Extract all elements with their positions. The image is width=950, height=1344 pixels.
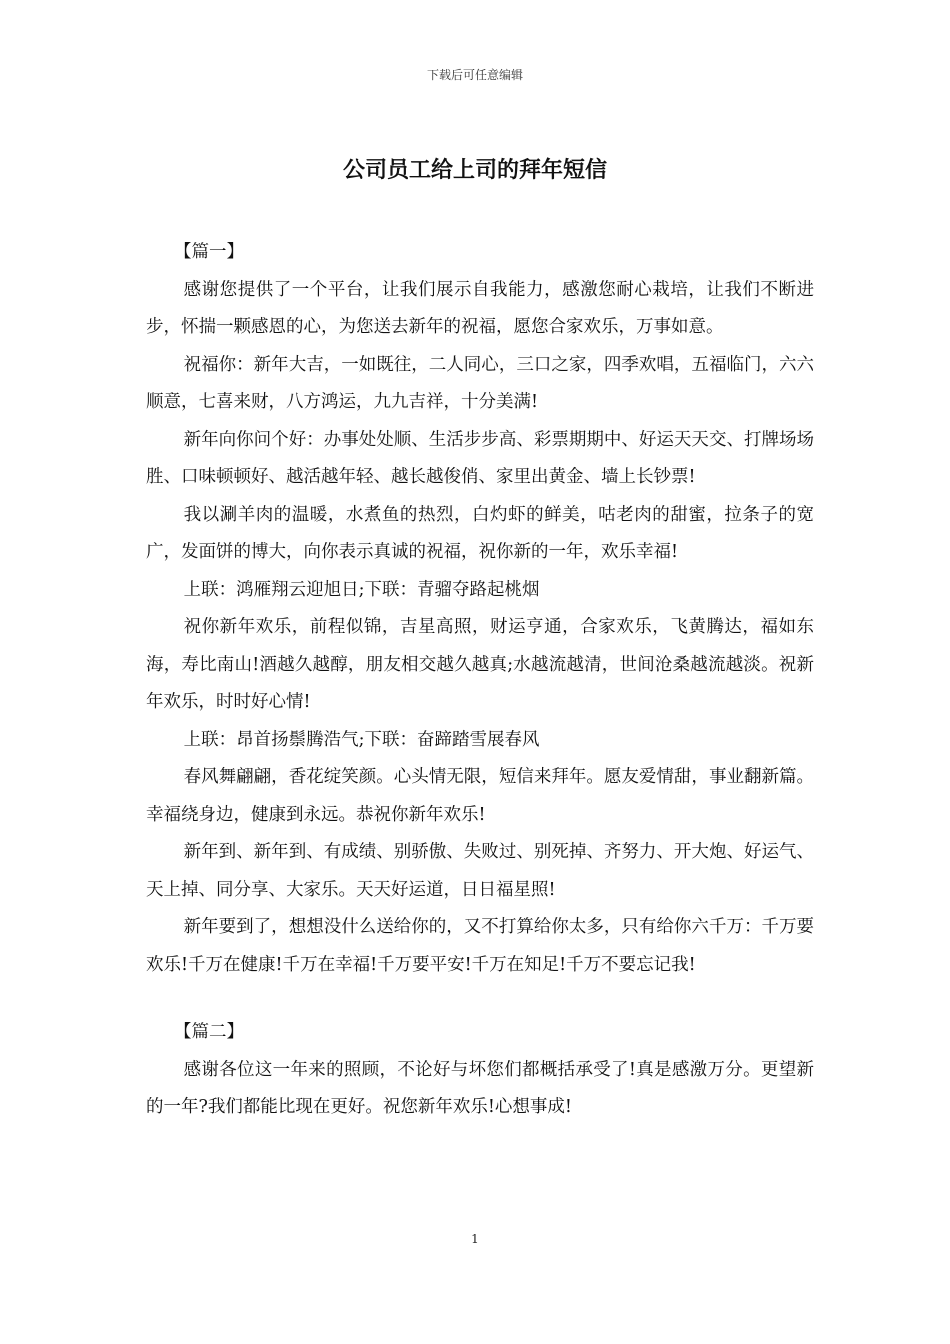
paragraph: 新年到、新年到、有成绩、别骄傲、失败过、别死掉、齐努力、开大炮、好运气、天上掉、同分享、大家乐。天天好运道，日日福星照!	[146, 842, 814, 900]
page-number: 1	[471, 1232, 479, 1246]
section-heading: 【篇二】	[174, 1022, 244, 1042]
paragraph: 感谢各位这一年来的照顾，不论好与坏您们都概括承受了!真是感激万分。更望新的一年?我们都能比现在更好。祝您新年欢乐!心想事成!	[146, 1059, 814, 1117]
section-spacer	[146, 984, 814, 1014]
paragraph: 上联：昂首扬鬃腾浩气;下联：奋蹄踏雪展春风	[183, 729, 540, 750]
paragraph: 祝你新年欢乐，前程似锦，吉星高照，财运亨通，合家欢乐，飞黄腾达，福如东海，寿比南山!酒越久越醇，朋友相交越久越真;水越流越清，世间沧桑越流越淡。祝新年欢乐，时时好心情!	[146, 617, 814, 712]
section-1	[146, 234, 814, 984]
paragraph: 春风舞翩翩，香花绽笑颜。心头情无限，短信来拜年。愿友爱情甜，事业翻新篇。幸福绕身边，健康到永远。恭祝你新年欢乐!	[146, 767, 814, 825]
paragraph: 新年向你问个好：办事处处顺、生活步步高、彩票期期中、好运天天交、打牌场场胜、口味顿顿好、越活越年轻、越长越俊俏、家里出黄金、墙上长钞票!	[146, 429, 814, 487]
document-body	[146, 234, 814, 1127]
page-header: 下载后可任意编辑	[426, 68, 523, 82]
paragraph: 我以涮羊肉的温暖，水煮鱼的热烈，白灼虾的鲜美，咕老肉的甜蜜，拉条子的宽广，发面饼的博大，向你表示真诚的祝福，祝你新的一年，欢乐幸福!	[146, 504, 814, 562]
document-title: 公司员工给上司的拜年短信	[342, 157, 607, 183]
paragraph: 新年要到了，想想没什么送给你的，又不打算给你太多，只有给你六千万：千万要欢乐!千万在健康!千万在幸福!千万要平安!千万在知足!千万不要忘记我!	[146, 917, 814, 975]
paragraph: 上联：鸿雁翔云迎旭日;下联：青骝夺路起桃烟	[183, 579, 540, 600]
paragraph: 祝福你：新年大吉，一如既往，二人同心，三口之家，四季欢唱，五福临门，六六顺意，七喜来财，八方鸿运，九九吉祥，十分美满!	[146, 354, 814, 412]
section-heading: 【篇一】	[174, 242, 244, 262]
section-2	[146, 1014, 814, 1127]
paragraph: 感谢您提供了一个平台，让我们展示自我能力，感激您耐心栽培，让我们不断进步，怀揣一颗感恩的心，为您送去新年的祝福，愿您合家欢乐，万事如意。	[146, 279, 814, 337]
